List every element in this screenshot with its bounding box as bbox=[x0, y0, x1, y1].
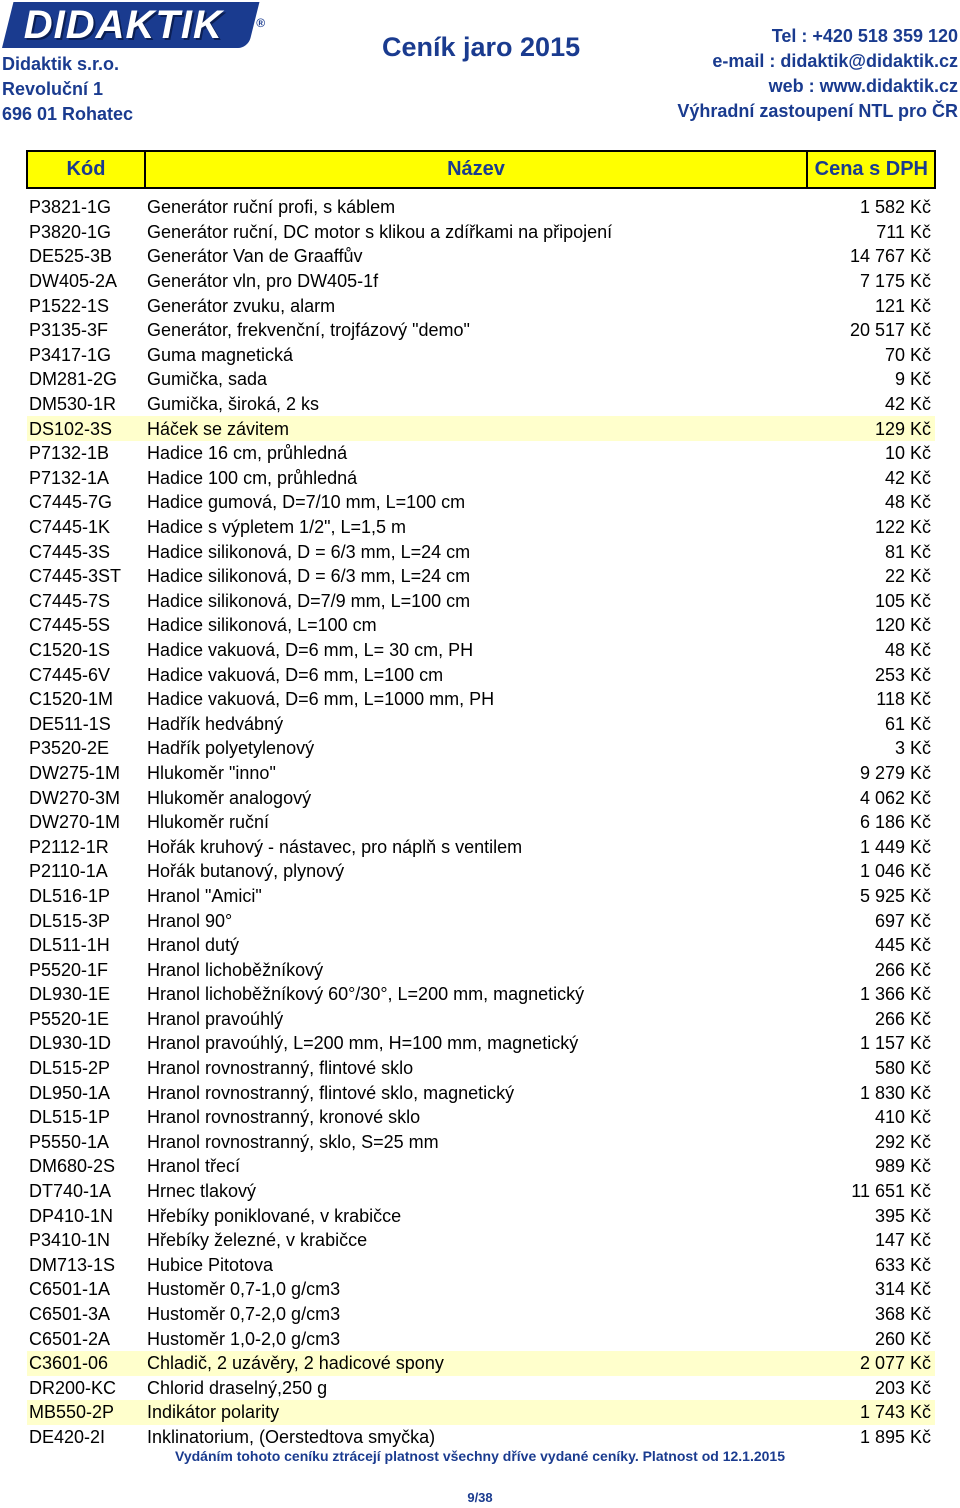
table-row bbox=[27, 1105, 935, 1130]
product-price: 61 Kč bbox=[884, 713, 931, 734]
product-name: Hadice vakuová, D=6 mm, L= 30 cm, PH bbox=[147, 639, 474, 660]
product-name: Hranol pravoúhlý, L=200 mm, H=100 mm, magnetický bbox=[147, 1033, 579, 1054]
product-price: 989 Kč bbox=[874, 1156, 931, 1177]
contact-web[interactable]: web : www.didaktik.cz bbox=[768, 76, 958, 96]
product-code: DW270-1M bbox=[29, 812, 121, 833]
product-code: P5550-1A bbox=[29, 1131, 110, 1152]
product-code: C6501-2A bbox=[29, 1328, 111, 1349]
product-price: 4 062 Kč bbox=[859, 787, 931, 808]
company-address bbox=[2, 52, 133, 127]
product-price: 9 Kč bbox=[894, 369, 931, 390]
table-row bbox=[27, 834, 935, 859]
product-price: 260 Kč bbox=[874, 1328, 931, 1349]
product-price: 1 449 Kč bbox=[859, 836, 931, 857]
product-code: C6501-3A bbox=[29, 1304, 111, 1325]
table-row bbox=[27, 490, 935, 515]
table-row bbox=[27, 687, 935, 712]
product-price: 7 175 Kč bbox=[859, 271, 931, 292]
table-row bbox=[27, 1326, 935, 1351]
product-code: P7132-1A bbox=[29, 467, 110, 488]
product-price: 253 Kč bbox=[874, 664, 931, 685]
product-code: C7445-6V bbox=[29, 664, 111, 685]
table-row bbox=[27, 244, 935, 269]
product-code: P3417-1G bbox=[29, 344, 112, 365]
product-name: Hranol lichoběžníkový bbox=[147, 959, 324, 980]
product-price: 5 925 Kč bbox=[859, 885, 931, 906]
product-code: C7445-5S bbox=[29, 615, 111, 636]
product-code: DT740-1A bbox=[29, 1181, 112, 1202]
table-row bbox=[27, 933, 935, 958]
product-name: Hadřík hedvábný bbox=[147, 713, 284, 734]
table-header-row bbox=[27, 151, 935, 188]
product-price: 14 767 Kč bbox=[849, 246, 931, 267]
product-name: Hranol rovnostranný, sklo, S=25 mm bbox=[147, 1131, 439, 1152]
product-price: 580 Kč bbox=[874, 1058, 931, 1079]
product-code: DL516-1P bbox=[29, 885, 111, 906]
product-code: DL930-1E bbox=[29, 984, 111, 1005]
table-row bbox=[27, 711, 935, 736]
product-code: P3820-1G bbox=[29, 221, 112, 242]
product-code: DE511-1S bbox=[29, 713, 111, 734]
product-code: P2112-1R bbox=[29, 836, 109, 857]
product-price: 2 077 Kč bbox=[807, 1351, 935, 1376]
product-price: 266 Kč bbox=[874, 1008, 931, 1029]
product-price: 48 Kč bbox=[884, 639, 931, 660]
table-row bbox=[27, 1056, 935, 1081]
product-name: Hranol dutý bbox=[147, 935, 240, 956]
product-name: Generátor, frekvenční, trojfázový "demo" bbox=[147, 320, 470, 341]
registered-mark: ® bbox=[256, 16, 267, 30]
product-price: 42 Kč bbox=[884, 394, 931, 415]
product-code: C7445-3ST bbox=[29, 566, 122, 587]
table-row bbox=[27, 1080, 935, 1105]
product-name: Hlukoměr analogový bbox=[147, 787, 312, 808]
product-name: Hadice silikonová, L=100 cm bbox=[147, 615, 377, 636]
product-code: DL950-1A bbox=[29, 1082, 111, 1103]
product-code: DP410-1N bbox=[29, 1205, 114, 1226]
product-name: Generátor Van de Graaffův bbox=[147, 246, 363, 267]
product-code: P5520-1E bbox=[29, 1008, 110, 1029]
product-name: Hranol 90° bbox=[147, 910, 233, 931]
product-name: Hlukoměr ruční bbox=[147, 812, 270, 833]
table-row bbox=[27, 1179, 935, 1204]
product-code: DS102-3S bbox=[27, 416, 145, 441]
product-code: DW275-1M bbox=[29, 762, 121, 783]
table-row bbox=[27, 343, 935, 368]
product-code: DM713-1S bbox=[29, 1254, 116, 1275]
table-row bbox=[27, 318, 935, 343]
product-price: 42 Kč bbox=[884, 467, 931, 488]
contact-representation: Výhradní zastoupení NTL pro ČR bbox=[677, 101, 958, 121]
product-name: Hadice vakuová, D=6 mm, L=100 cm bbox=[147, 664, 444, 685]
product-name: Hranol pravoúhlý bbox=[147, 1008, 284, 1029]
product-name: Hadice silikonová, D=7/9 mm, L=100 cm bbox=[147, 590, 471, 611]
product-name: Hřebíky poniklované, v krabičce bbox=[147, 1205, 402, 1226]
product-name: Hustoměr 1,0-2,0 g/cm3 bbox=[147, 1328, 341, 1349]
product-name: Hadice 16 cm, průhledná bbox=[147, 443, 348, 464]
table-row bbox=[27, 1228, 935, 1253]
table-row bbox=[27, 367, 935, 392]
product-code: P3821-1G bbox=[29, 197, 112, 218]
product-code: DL515-3P bbox=[29, 910, 111, 931]
product-price: 711 Kč bbox=[876, 221, 931, 242]
product-price: 1 830 Kč bbox=[859, 1082, 931, 1103]
product-name: Háček se závitem bbox=[145, 416, 807, 441]
table-row bbox=[27, 466, 935, 491]
product-name: Hřebíky železné, v krabičce bbox=[147, 1230, 368, 1251]
product-price: 81 Kč bbox=[884, 541, 931, 562]
product-code: DW405-2A bbox=[29, 271, 118, 292]
product-code: DL515-2P bbox=[29, 1058, 111, 1079]
column-header-name: Název bbox=[145, 151, 807, 188]
table-row bbox=[27, 1154, 935, 1179]
product-price: 147 Kč bbox=[874, 1230, 931, 1251]
product-price: 697 Kč bbox=[874, 910, 931, 931]
price-table-body bbox=[27, 188, 935, 1449]
product-name: Hubice Pitotova bbox=[147, 1254, 274, 1275]
product-price: 633 Kč bbox=[874, 1254, 931, 1275]
column-header-price: Cena s DPH bbox=[807, 151, 935, 188]
table-row bbox=[27, 982, 935, 1007]
table-row bbox=[27, 441, 935, 466]
product-price: 292 Kč bbox=[874, 1131, 931, 1152]
price-table bbox=[26, 150, 936, 1449]
table-spacer bbox=[27, 188, 935, 195]
product-name: Hadice 100 cm, průhledná bbox=[147, 467, 358, 488]
product-price: 1 582 Kč bbox=[859, 197, 931, 218]
table-row bbox=[27, 539, 935, 564]
product-name: Hadřík polyetylenový bbox=[147, 738, 315, 759]
product-price: 1 743 Kč bbox=[807, 1400, 935, 1425]
product-price: 70 Kč bbox=[884, 344, 931, 365]
product-price: 20 517 Kč bbox=[849, 320, 931, 341]
product-code: P1522-1S bbox=[29, 295, 110, 316]
product-name: Hořák kruhový - nástavec, pro náplň s ventilem bbox=[147, 836, 523, 857]
table-row bbox=[27, 613, 935, 638]
product-code: P3520-2E bbox=[29, 738, 110, 759]
product-code: DE420-2I bbox=[29, 1426, 106, 1447]
product-price: 1 366 Kč bbox=[859, 984, 931, 1005]
product-code: P7132-1B bbox=[29, 443, 110, 464]
product-price: 445 Kč bbox=[874, 935, 931, 956]
product-name: Gumička, široká, 2 ks bbox=[147, 394, 320, 415]
product-name: Hadice s výpletem 1/2", L=1,5 m bbox=[147, 517, 407, 538]
table-row bbox=[27, 416, 935, 441]
product-name: Hlukoměr "inno" bbox=[147, 762, 276, 783]
product-code: DE525-3B bbox=[29, 246, 113, 267]
product-name: Indikátor polarity bbox=[145, 1400, 807, 1425]
product-price: 105 Kč bbox=[874, 590, 931, 611]
footer-note: Vydáním tohoto ceníku ztrácejí platnost všechny dříve vydané ceníky. Platnost od 12.1.2015 bbox=[175, 1448, 785, 1464]
product-name: Hadice gumová, D=7/10 mm, L=100 cm bbox=[147, 492, 466, 513]
product-code: DM680-2S bbox=[29, 1156, 116, 1177]
product-code: DL930-1D bbox=[29, 1033, 112, 1054]
table-row bbox=[27, 1277, 935, 1302]
table-row bbox=[27, 908, 935, 933]
table-row bbox=[27, 1376, 935, 1401]
product-code: C1520-1M bbox=[29, 689, 114, 710]
product-name: Inklinatorium, (Oerstedtova smyčka) bbox=[147, 1426, 436, 1447]
product-name: Generátor zvuku, alarm bbox=[147, 295, 336, 316]
product-code: P3135-3F bbox=[29, 320, 109, 341]
product-name: Gumička, sada bbox=[147, 369, 268, 390]
product-code: DL515-1P bbox=[29, 1107, 111, 1128]
product-price: 11 651 Kč bbox=[851, 1181, 931, 1202]
product-code: C7445-7S bbox=[29, 590, 111, 611]
table-row bbox=[27, 1130, 935, 1155]
table-row bbox=[27, 1253, 935, 1278]
column-header-code: Kód bbox=[27, 151, 145, 188]
didaktik-logo bbox=[2, 2, 267, 48]
product-price: 22 Kč bbox=[884, 566, 931, 587]
table-row bbox=[27, 957, 935, 982]
table-row bbox=[27, 761, 935, 786]
product-code: P2110-1A bbox=[29, 861, 108, 882]
product-code: C1520-1S bbox=[29, 639, 111, 660]
product-name: Hranol "Amici" bbox=[147, 885, 262, 906]
company-name: Didaktik s.r.o. bbox=[2, 54, 120, 74]
product-code: P3410-1N bbox=[29, 1230, 111, 1251]
product-price: 395 Kč bbox=[874, 1205, 931, 1226]
product-price: 9 279 Kč bbox=[859, 762, 931, 783]
table-row bbox=[27, 269, 935, 294]
logo-text: DIDAKTIK bbox=[23, 3, 223, 47]
product-price: 118 Kč bbox=[876, 689, 931, 710]
table-row bbox=[27, 1302, 935, 1327]
product-code: C7445-7G bbox=[29, 492, 113, 513]
table-row bbox=[27, 589, 935, 614]
product-name: Generátor vln, pro DW405-1f bbox=[147, 271, 379, 292]
product-price: 122 Kč bbox=[874, 517, 931, 538]
product-code: MB550-2P bbox=[27, 1400, 145, 1425]
product-code: DM530-1R bbox=[29, 394, 117, 415]
product-price: 410 Kč bbox=[874, 1107, 931, 1128]
page-title: Ceník jaro 2015 bbox=[382, 32, 581, 62]
product-price: 10 Kč bbox=[884, 443, 931, 464]
product-name: Hadice vakuová, D=6 mm, L=1000 mm, PH bbox=[147, 689, 495, 710]
table-row bbox=[27, 1400, 935, 1425]
table-row bbox=[27, 662, 935, 687]
table-row bbox=[27, 1031, 935, 1056]
table-row bbox=[27, 884, 935, 909]
product-price: 6 186 Kč bbox=[859, 812, 931, 833]
product-name: Hořák butanový, plynový bbox=[147, 861, 345, 882]
product-name: Chlorid draselný,250 g bbox=[147, 1377, 328, 1398]
product-price: 48 Kč bbox=[884, 492, 931, 513]
product-name: Hustoměr 0,7-2,0 g/cm3 bbox=[147, 1304, 341, 1325]
product-name: Hadice silikonová, D = 6/3 mm, L=24 cm bbox=[147, 541, 471, 562]
contact-email[interactable]: e-mail : didaktik@didaktik.cz bbox=[712, 51, 958, 71]
product-name: Hranol třecí bbox=[147, 1156, 241, 1177]
product-price: 121 Kč bbox=[874, 295, 931, 316]
product-name: Hranol rovnostranný, flintové sklo bbox=[147, 1058, 414, 1079]
table-row bbox=[27, 195, 935, 220]
table-row bbox=[27, 810, 935, 835]
table-row bbox=[27, 785, 935, 810]
product-name: Guma magnetická bbox=[147, 344, 294, 365]
product-code: DM281-2G bbox=[29, 369, 118, 390]
product-code: DL511-1H bbox=[29, 935, 110, 956]
product-name: Hranol rovnostranný, kronové sklo bbox=[147, 1107, 421, 1128]
company-street: Revoluční 1 bbox=[2, 79, 104, 99]
company-city: 696 01 Rohatec bbox=[2, 104, 134, 124]
table-row bbox=[27, 1351, 935, 1376]
product-price: 368 Kč bbox=[874, 1304, 931, 1325]
product-price: 203 Kč bbox=[874, 1377, 931, 1398]
product-price: 314 Kč bbox=[874, 1279, 931, 1300]
table-row bbox=[27, 859, 935, 884]
table-row bbox=[27, 392, 935, 417]
product-name: Chladič, 2 uzávěry, 2 hadicové spony bbox=[145, 1351, 807, 1376]
product-price: 1 895 Kč bbox=[859, 1426, 931, 1447]
product-code: C6501-1A bbox=[29, 1279, 111, 1300]
product-price: 1 157 Kč bbox=[859, 1033, 931, 1054]
product-price: 129 Kč bbox=[807, 416, 935, 441]
product-name: Hrnec tlakový bbox=[147, 1181, 257, 1202]
product-code: C3601-06 bbox=[27, 1351, 145, 1376]
product-price: 3 Kč bbox=[894, 738, 931, 759]
product-name: Hranol lichoběžníkový 60°/30°, L=200 mm, magnetický bbox=[147, 984, 585, 1005]
table-row bbox=[27, 1007, 935, 1032]
product-code: C7445-1K bbox=[29, 517, 111, 538]
product-name: Generátor ruční profi, s káblem bbox=[147, 197, 396, 218]
product-price: 266 Kč bbox=[874, 959, 931, 980]
product-name: Hadice silikonová, D = 6/3 mm, L=24 cm bbox=[147, 566, 471, 587]
product-code: C7445-3S bbox=[29, 541, 111, 562]
table-row bbox=[27, 220, 935, 245]
table-row bbox=[27, 564, 935, 589]
product-name: Generátor ruční, DC motor s klikou a zdířkami na připojení bbox=[147, 221, 613, 242]
table-row bbox=[27, 515, 935, 540]
table-row bbox=[27, 638, 935, 663]
product-name: Hustoměr 0,7-1,0 g/cm3 bbox=[147, 1279, 341, 1300]
product-code: DW270-3M bbox=[29, 787, 121, 808]
product-price: 1 046 Kč bbox=[859, 861, 931, 882]
product-code: P5520-1F bbox=[29, 959, 109, 980]
page-number: 9/38 bbox=[467, 1490, 493, 1505]
table-row bbox=[27, 736, 935, 761]
contact-phone: Tel : +420 518 359 120 bbox=[771, 26, 958, 46]
table-row bbox=[27, 293, 935, 318]
table-row bbox=[27, 1203, 935, 1228]
contact-info bbox=[677, 24, 958, 124]
product-code: DR200-KC bbox=[29, 1377, 117, 1398]
product-price: 120 Kč bbox=[874, 615, 931, 636]
product-name: Hranol rovnostranný, flintové sklo, magnetický bbox=[147, 1082, 515, 1103]
table-row bbox=[27, 1425, 935, 1450]
page-header bbox=[0, 0, 960, 140]
